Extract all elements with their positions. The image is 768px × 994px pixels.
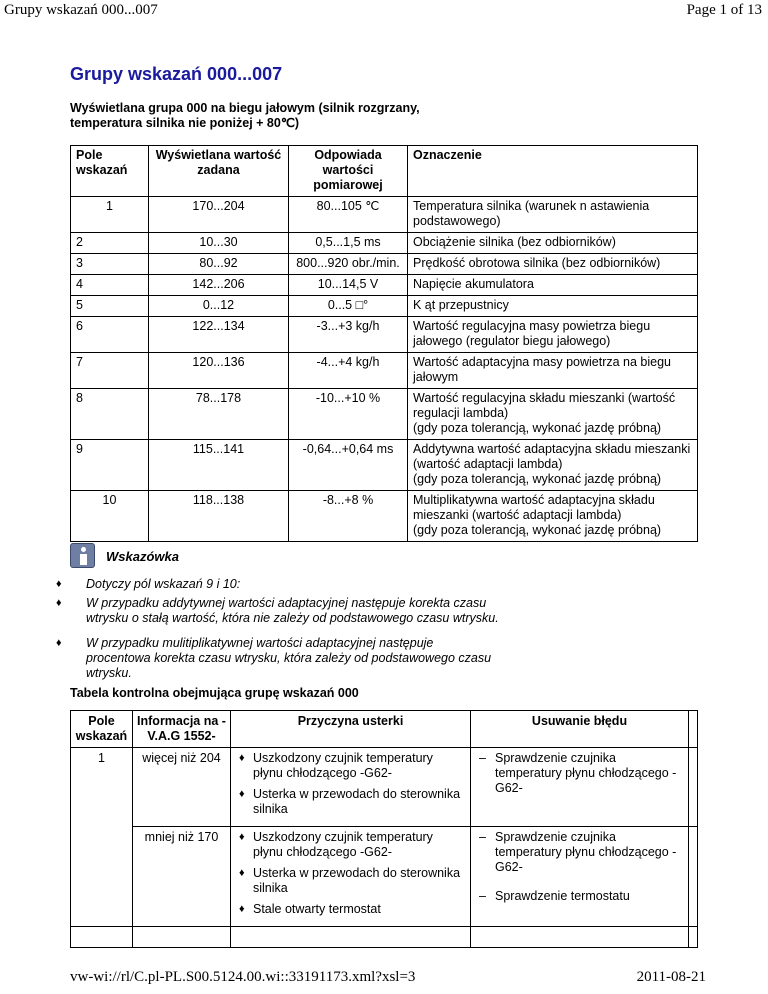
table-row xyxy=(71,927,698,948)
measured-value-cell: -0,64...+0,64 ms xyxy=(289,440,408,491)
table-row xyxy=(71,827,698,927)
field-cell: 4 xyxy=(71,275,149,296)
field-cell: 5 xyxy=(71,296,149,317)
empty-cell xyxy=(689,927,698,948)
table-header-row xyxy=(71,146,698,197)
list-item: ♦ Dotyczy pól wskazań 9 i 10: xyxy=(56,577,241,591)
description-cell: K ąt przepustnicy xyxy=(408,296,698,317)
field-cell: 2 xyxy=(71,233,149,254)
bullet-icon: ♦ xyxy=(239,752,245,764)
empty-cell xyxy=(231,927,471,948)
bullet-icon: ♦ xyxy=(56,597,62,609)
description-cell: Temperatura silnika (warunek n astawienia podstawowego) xyxy=(408,197,698,233)
description-cell: Wartość regulacyjna masy powietrza biegu jałowego (regulator biegu jałowego) xyxy=(408,317,698,353)
empty-cell xyxy=(133,927,231,948)
description-cell: Addytywna wartość adaptacyjna składu mieszanki (wartość adaptacji lambda) (gdy poza tolerancją, wykonać jazdę próbną) xyxy=(408,440,698,491)
description-cell: Obciążenie silnika (bez odbiorników) xyxy=(408,233,698,254)
measured-value-cell: 10...14,5 V xyxy=(289,275,408,296)
col-header-extra xyxy=(689,711,698,748)
note-title: Wskazówka xyxy=(106,549,179,564)
col-header-target: Wyświetlana wartość zadana xyxy=(149,146,289,197)
cause-cell: ♦ Uszkodzony czujnik temperatury płynu chłodzącego -G62- ♦ Usterka w przewodach do sterownika silnika ♦ Stale otwarty termostat xyxy=(231,827,471,927)
dash-icon: – xyxy=(479,830,486,844)
subheading: Tabela kontrolna obejmująca grupę wskazań 000 xyxy=(70,686,359,700)
info-cell: mniej niż 170 xyxy=(133,827,231,927)
field-cell: 1 xyxy=(71,197,149,233)
measured-value-cell: -3...+3 kg/h xyxy=(289,317,408,353)
target-value-cell: 115...141 xyxy=(149,440,289,491)
field-cell: 3 xyxy=(71,254,149,275)
col-header-field: Pole wskazań xyxy=(71,146,149,197)
measured-value-cell: -10...+10 % xyxy=(289,389,408,440)
col-header-cause: Przyczyna usterki xyxy=(231,711,471,748)
print-footer-url: vw-wi://rl/C.pl-PL.S00.5124.00.wi::33191173.xml?xsl=3 xyxy=(70,969,416,985)
field-cell: 9 xyxy=(71,440,149,491)
info-icon xyxy=(70,543,95,568)
measured-value-cell: 0...5 □° xyxy=(289,296,408,317)
intro-text: Wyświetlana grupa 000 na biegu jałowym (silnik rozgrzany, temperatura silnika nie poniżej + 80℃) xyxy=(70,101,420,130)
bullet-icon: ♦ xyxy=(239,903,245,915)
print-header-page: Page 1 of 13 xyxy=(686,2,762,18)
list-item: ♦ W przypadku mulitiplikatywnej wartości adaptacyjnej następuje procentowa korekta czasu wtrysku, która zależy od podstawowego czasu wtrysku. xyxy=(56,636,492,680)
col-header-measured: Odpowiada wartości pomiarowej xyxy=(289,146,408,197)
print-footer-date: 2011-08-21 xyxy=(636,969,706,985)
table-row xyxy=(71,296,698,317)
table-row xyxy=(71,389,698,440)
measured-value-cell: 0,5...1,5 ms xyxy=(289,233,408,254)
dash-icon: – xyxy=(479,889,486,903)
display-group-table xyxy=(70,145,698,542)
empty-cell xyxy=(71,927,133,948)
description-cell: Prędkość obrotowa silnika (bez odbiorników) xyxy=(408,254,698,275)
pole-cell: 1 xyxy=(71,748,133,927)
table-row xyxy=(71,197,698,233)
table-row xyxy=(71,254,698,275)
dash-icon: – xyxy=(479,751,486,765)
empty-cell xyxy=(471,927,689,948)
table-row xyxy=(71,317,698,353)
measured-value-cell: 800...920 obr./min. xyxy=(289,254,408,275)
target-value-cell: 10...30 xyxy=(149,233,289,254)
field-cell: 10 xyxy=(71,491,149,542)
table-row xyxy=(71,233,698,254)
description-cell: Wartość regulacyjna składu mieszanki (wartość regulacji lambda) (gdy poza tolerancją, wykonać jazdę próbną) xyxy=(408,389,698,440)
table-row xyxy=(71,353,698,389)
bullet-icon: ♦ xyxy=(239,831,245,843)
col-header-description: Oznaczenie xyxy=(408,146,698,197)
table-header-row xyxy=(71,711,698,748)
field-cell: 7 xyxy=(71,353,149,389)
field-cell: 8 xyxy=(71,389,149,440)
check-table xyxy=(70,710,698,948)
measured-value-cell: -4...+4 kg/h xyxy=(289,353,408,389)
bullet-icon: ♦ xyxy=(239,788,245,800)
page-title: Grupy wskazań 000...007 xyxy=(70,64,283,84)
bullet-icon: ♦ xyxy=(239,867,245,879)
description-cell: Wartość adaptacyjna masy powietrza na biegu jałowym xyxy=(408,353,698,389)
target-value-cell: 0...12 xyxy=(149,296,289,317)
empty-cell xyxy=(689,827,698,927)
target-value-cell: 78...178 xyxy=(149,389,289,440)
table-row xyxy=(71,275,698,296)
col-header-info: Informacja na - V.A.G 1552- xyxy=(133,711,231,748)
field-cell: 6 xyxy=(71,317,149,353)
empty-cell xyxy=(689,748,698,827)
table-row xyxy=(71,748,698,827)
target-value-cell: 170...204 xyxy=(149,197,289,233)
table-row xyxy=(71,440,698,491)
table-row xyxy=(71,491,698,542)
remedy-cell: – Sprawdzenie czujnika temperatury płynu chłodzącego -G62- – Sprawdzenie termostatu xyxy=(471,827,689,927)
remedy-cell: – Sprawdzenie czujnika temperatury płynu chłodzącego -G62- xyxy=(471,748,689,827)
description-cell: Multiplikatywna wartość adaptacyjna składu mieszanki (wartość adaptacji lambda) (gdy poza tolerancją, wykonać jazdę próbną) xyxy=(408,491,698,542)
bullet-icon: ♦ xyxy=(56,637,62,649)
info-cell: więcej niż 204 xyxy=(133,748,231,827)
col-header-remedy: Usuwanie błędu xyxy=(471,711,689,748)
bullet-icon: ♦ xyxy=(56,578,62,590)
list-item: ♦ W przypadku addytywnej wartości adaptacyjnej następuje korekta czasu wtrysku o stałą wartość, która nie zależy od podstawowego czasu wtrysku. xyxy=(56,596,499,625)
cause-cell: ♦ Uszkodzony czujnik temperatury płynu chłodzącego -G62- ♦ Usterka w przewodach do sterownika silnika xyxy=(231,748,471,827)
target-value-cell: 142...206 xyxy=(149,275,289,296)
target-value-cell: 80...92 xyxy=(149,254,289,275)
target-value-cell: 122...134 xyxy=(149,317,289,353)
print-header-title: Grupy wskazań 000...007 xyxy=(4,2,158,18)
description-cell: Napięcie akumulatora xyxy=(408,275,698,296)
measured-value-cell: 80...105 ℃ xyxy=(289,197,408,233)
target-value-cell: 118...138 xyxy=(149,491,289,542)
col-header-field: Pole wskazań xyxy=(71,711,133,748)
target-value-cell: 120...136 xyxy=(149,353,289,389)
measured-value-cell: -8...+8 % xyxy=(289,491,408,542)
